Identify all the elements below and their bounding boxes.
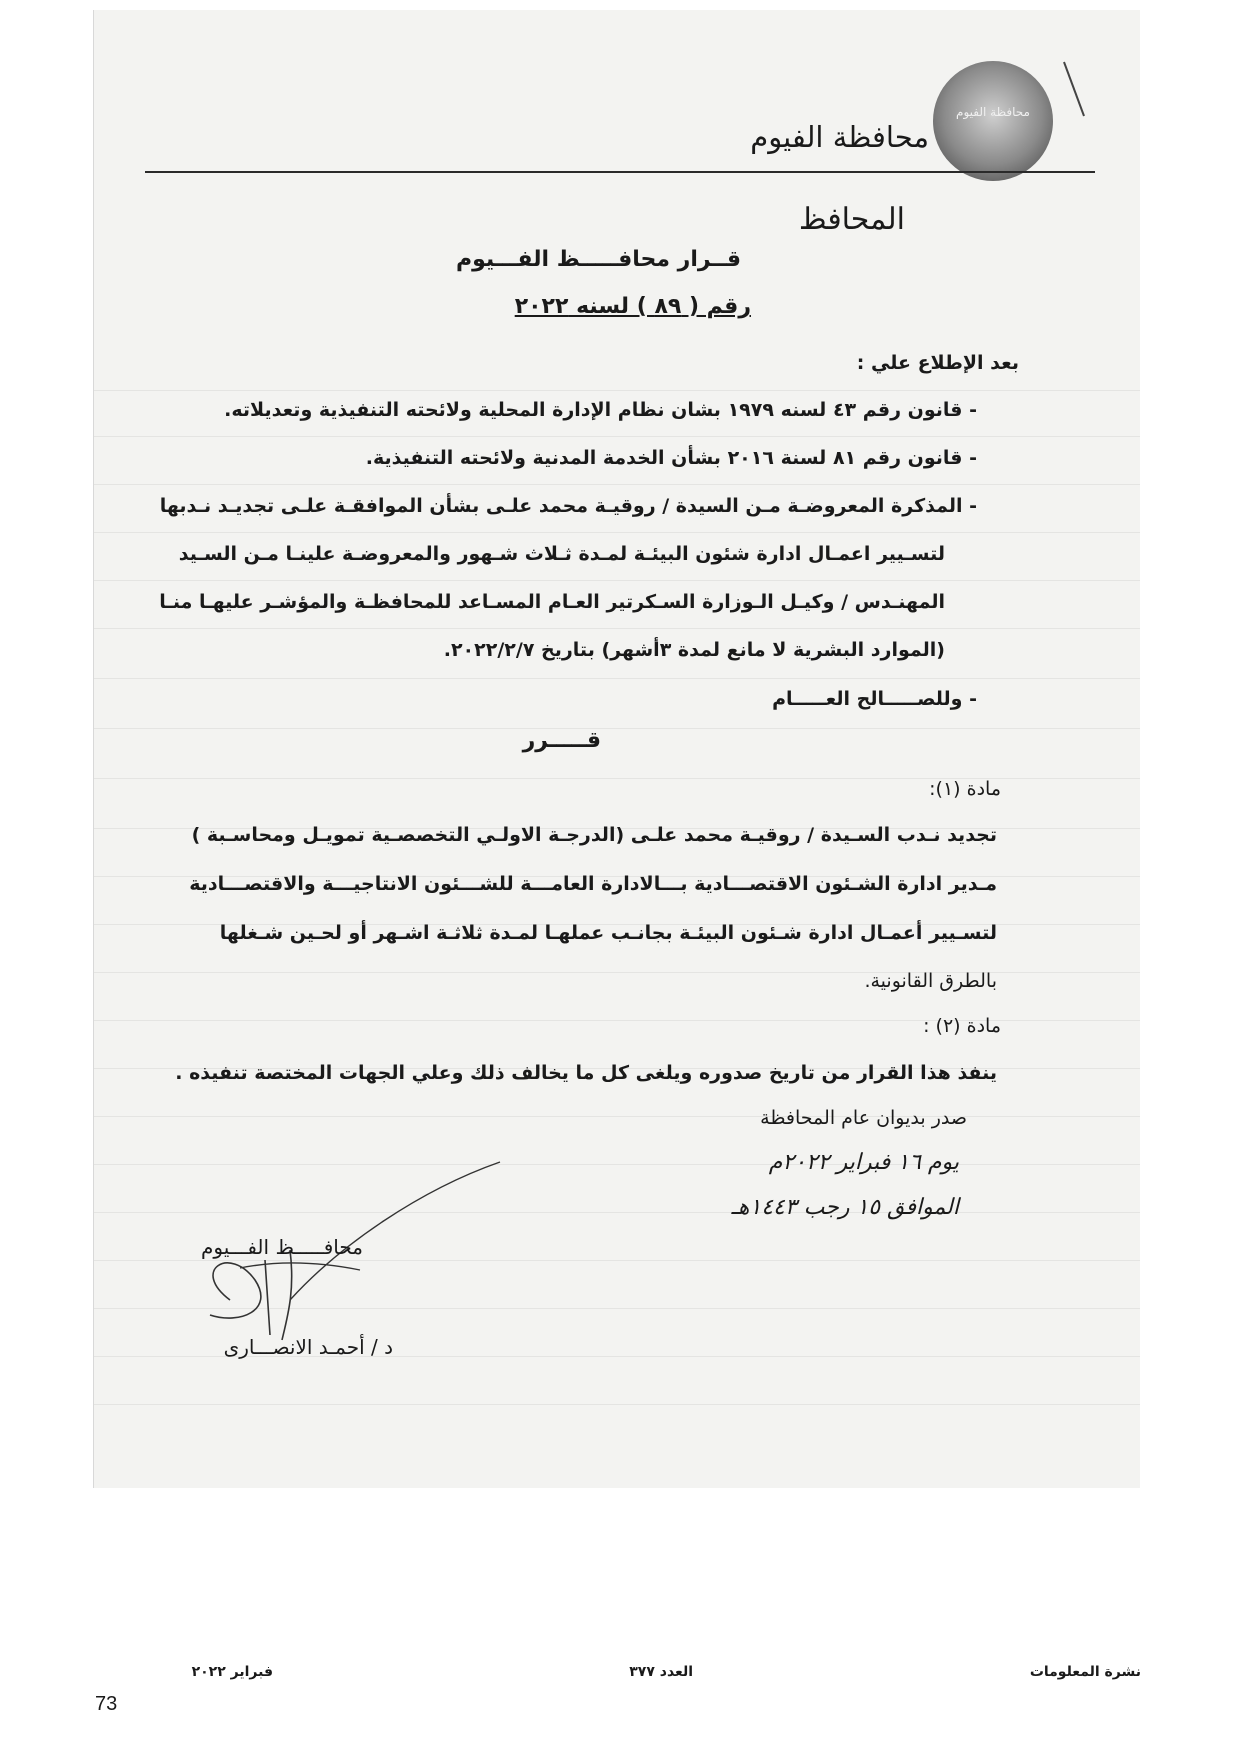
preamble-item: (الموارد البشرية لا مانع لمدة ٣أشهر) بتاريخ ٢٠٢٢/٢/٧. bbox=[443, 639, 945, 661]
issuance-place: صدر بديوان عام المحافظة bbox=[760, 1107, 967, 1129]
article-1-line: تجديد نـدب السـيدة / روقيـة محمد علـى (الدرجـة الاولـي التخصصـية تمويـل ومحاسـبة ) bbox=[191, 824, 997, 846]
governorate-seal-logo bbox=[933, 61, 1053, 181]
preamble-intro: بعد الإطلاع علي : bbox=[856, 352, 1019, 374]
signatory-name: د / أحمـد الانصـــارى bbox=[223, 1335, 393, 1359]
article-2-text: ينفذ هذا القرار من تاريخ صدوره ويلغى كل ما يخالف ذلك وعلي الجهات المختصة تنفيذه . bbox=[175, 1062, 997, 1084]
preamble-item: - المذكرة المعروضـة مـن السيدة / روقيـة محمد علـى بشأن الموافقـة علـى تجديـد نـدبها bbox=[159, 495, 977, 517]
footer-issue: العدد ٣٧٧ bbox=[629, 1664, 693, 1680]
hijri-date: الموافق ١٥ رجب ١٤٤٣هـ bbox=[731, 1195, 959, 1220]
article-1-line: مـدير ادارة الشـئون الاقتصـــادية بـــالادارة العامـــة للشـــئون الانتاجيـــة والاقتصـــادية bbox=[189, 873, 997, 895]
preamble-item: المهنـدس / وكيـل الـوزارة السـكرتير العـام المسـاعد للمحافظـة والمؤشـر عليهـا منـا bbox=[159, 591, 945, 613]
gregorian-date: يوم ١٦ فبراير ٢٠٢٢م bbox=[768, 1150, 959, 1175]
governor-office-heading: المحافظ bbox=[798, 202, 905, 237]
page-number: 73 bbox=[95, 1693, 118, 1715]
header-divider bbox=[145, 171, 1095, 173]
article-2-heading: مادة (٢) : bbox=[923, 1015, 1001, 1037]
preamble-item: - قانون رقم ٤٣ لسنه ١٩٧٩ بشان نظام الإدارة المحلية ولائحته التنفيذية وتعديلاته. bbox=[224, 399, 977, 421]
decree-number: رقم ( ٨٩ ) لسنه ٢٠٢٢ bbox=[514, 294, 751, 319]
corner-mark-icon bbox=[1060, 60, 1090, 120]
footer-month: فبراير ٢٠٢٢ bbox=[191, 1664, 273, 1680]
preamble-item: لتسـيير اعمـال ادارة شئون البيئـة لمـدة ثـلاث شـهور والمعروضـة علينـا مـن السـيد bbox=[178, 543, 945, 565]
preamble-item: - وللصـــــالح العـــــام bbox=[772, 688, 977, 710]
decree-title: قــرار محافـــــظ الفـــيوم bbox=[455, 247, 741, 272]
signatory-title: محافـــــظ الفـــيوم bbox=[200, 1235, 363, 1259]
governorate-name: محافظة الفيوم bbox=[750, 120, 929, 154]
decided-heading: قـــــرر bbox=[522, 728, 601, 753]
seal-text: محافظة الفيوم bbox=[956, 105, 1030, 119]
article-1-heading: مادة (١): bbox=[929, 778, 1001, 800]
footer-publication: نشرة المعلومات bbox=[1029, 1664, 1141, 1680]
article-1-line: بالطرق القانونية. bbox=[864, 970, 997, 992]
preamble-item: - قانون رقم ٨١ لسنة ٢٠١٦ بشأن الخدمة المدنية ولائحته التنفيذية. bbox=[365, 447, 977, 469]
article-1-line: لتسـيير أعمـال ادارة شـئون البيئـة بجانـب عملهـا لمـدة ثلاثـة اشـهر أو لحـين شـغلها bbox=[219, 922, 997, 944]
